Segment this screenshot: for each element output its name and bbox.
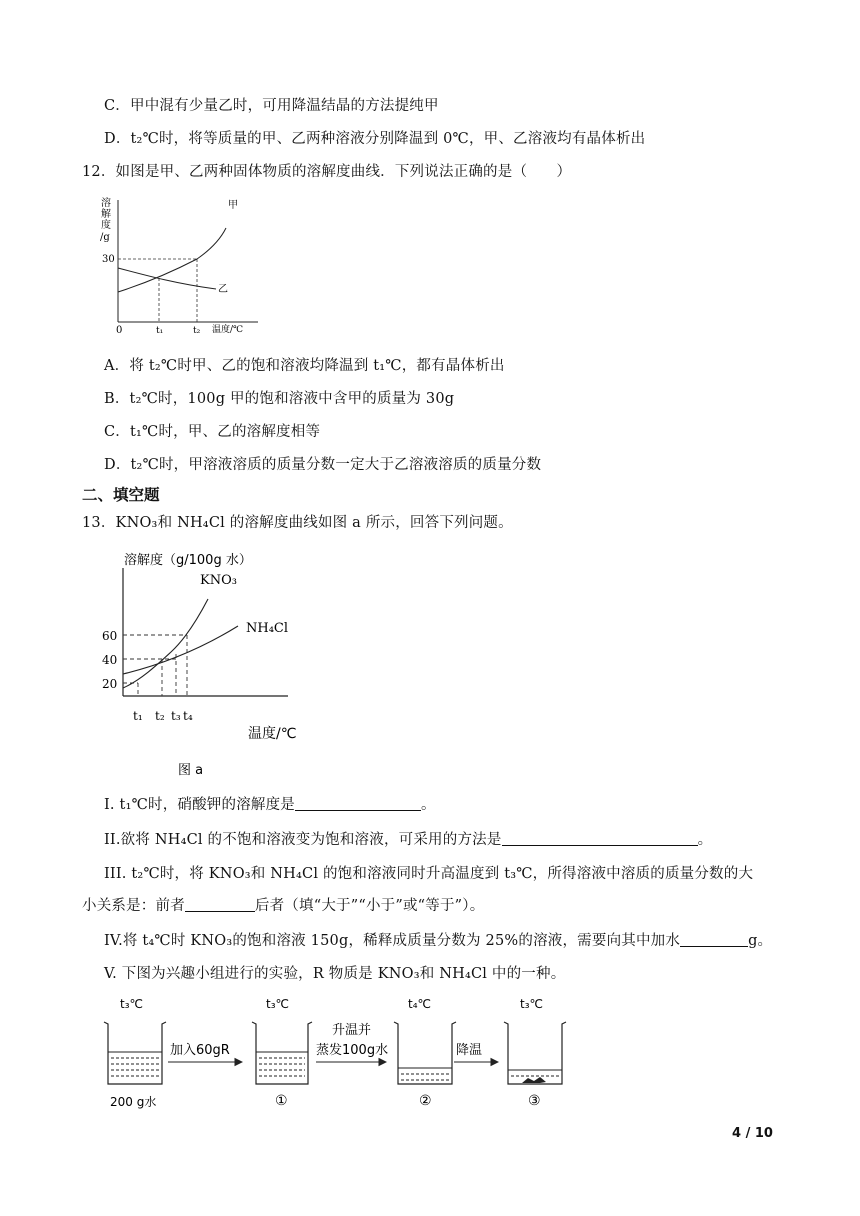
q13-curve-kno3 [123, 599, 208, 688]
q13-x-tick-t3: t₃ [171, 709, 181, 723]
q12-x-tick-t1: t₁ [156, 326, 164, 336]
q13-part-i: I. t₁℃时，硝酸钾的溶解度是 。 [104, 797, 436, 813]
q13-experiment-diagram [96, 992, 576, 1110]
q13-curve-nh4cl [123, 626, 238, 674]
q12-option-d: D．t₂℃时，甲溶液溶质的质量分数一定大于乙溶液溶质的质量分数 [104, 457, 542, 473]
q13-part-v: V. 下图为兴趣小组进行的实验，R 物质是 KNO₃和 NH₄Cl 中的一种。 [104, 966, 566, 982]
beaker-3-temp: t₃℃ [520, 997, 543, 1011]
answer-blank-iv[interactable] [680, 932, 748, 947]
q13-x-tick-t1: t₁ [133, 709, 143, 723]
q11-option-d: D．t₂℃时，将等质量的甲、乙两种溶液分别降温到 0℃，甲、乙溶液均有晶体析出 [104, 131, 646, 147]
q13-stem: 13．KNO₃和 NH₄Cl 的溶解度曲线如图 a 所示，回答下列问题。 [82, 515, 513, 531]
beaker-3-label: ③ [528, 1093, 541, 1109]
section-title-fill-blank: 二、填空题 [82, 486, 160, 504]
q13-ylabel: 溶解度（g/100g 水） [124, 553, 252, 568]
beaker-3 [504, 997, 566, 1109]
q13-label-nh4cl: NH₄Cl [246, 621, 289, 636]
q12-xlabel: 温度/℃ [212, 325, 244, 335]
beaker-2 [394, 997, 456, 1109]
q12-option-a: A．将 t₂℃时甲、乙的饱和溶液均降温到 t₁℃，都有晶体析出 [104, 358, 505, 374]
q12-stem: 12．如图是甲、乙两种固体物质的溶解度曲线．下列说法正确的是（ ） [82, 164, 572, 180]
q13-label-kno3: KNO₃ [200, 573, 237, 588]
q13-part-iii-line1: III. t₂℃时，将 KNO₃和 NH₄Cl 的饱和溶液同时升高温度到 t₃℃，所得溶液中溶质的质量分数的大 [104, 866, 754, 882]
q12-origin: 0 [116, 325, 123, 336]
q13-part-ii: II.欲将 NH₄Cl 的不饱和溶液变为饱和溶液，可采用的方法是 。 [104, 832, 713, 848]
q12-ylabel-4: /g [100, 232, 110, 243]
q12-solubility-figure [98, 192, 268, 340]
step3-label: 降温 [456, 1043, 483, 1058]
beaker-1-temp: t₃℃ [266, 997, 289, 1011]
q12-curve-yi [118, 268, 216, 289]
q12-y-tick: 30 [102, 254, 115, 265]
q13-y-tick-60: 60 [102, 629, 118, 643]
beaker-1 [252, 997, 312, 1109]
q12-ylabel-1: 溶 [101, 198, 111, 209]
step1-label: 加入60gR [170, 1043, 230, 1058]
q13-part-iv: IV.将 t₄℃时 KNO₃的饱和溶液 150g，稀释成质量分数为 25%的溶液，需要向其中加水 g。 [104, 933, 773, 949]
q12-curve-jia [118, 228, 226, 292]
beaker-initial [104, 997, 166, 1109]
q12-option-b: B．t₂℃时，100g 甲的饱和溶液中含甲的质量为 30g [104, 391, 455, 407]
page-number: 4 / 10 [732, 1126, 773, 1141]
q12-ylabel-2: 解 [101, 209, 111, 220]
q13-xlabel: 温度/℃ [248, 726, 297, 742]
q12-ylabel-3: 度 [101, 220, 111, 231]
step2-label-a: 升温并 [332, 1023, 372, 1038]
q13-x-tick-t2: t₂ [155, 709, 165, 723]
q13-y-tick-20: 20 [102, 677, 118, 691]
q13-y-tick-40: 40 [102, 653, 118, 667]
beaker-2-temp: t₄℃ [408, 997, 431, 1011]
answer-blank-i[interactable] [295, 796, 421, 811]
answer-blank-ii[interactable] [502, 831, 698, 846]
q13-solubility-figure [96, 544, 316, 784]
q12-label-jia: 甲 [228, 200, 238, 211]
q13-caption: 图 a [178, 763, 204, 778]
beaker-2-label: ② [419, 1093, 432, 1109]
q13-x-tick-t4: t₄ [183, 709, 193, 723]
beaker-initial-water: 200 g水 [110, 1095, 157, 1109]
step2-label-b: 蒸发100g水 [316, 1043, 389, 1058]
q12-option-c: C．t₁℃时，甲、乙的溶解度相等 [104, 424, 321, 440]
beaker-1-label: ① [275, 1093, 288, 1109]
answer-blank-iii[interactable] [185, 897, 255, 912]
q11-option-c: C．甲中混有少量乙时，可用降温结晶的方法提纯甲 [104, 98, 439, 114]
q12-x-tick-t2: t₂ [193, 326, 201, 336]
q13-part-iii-line2: 小关系是：前者 后者（填“大于”“小于”或“等于”）。 [82, 898, 485, 914]
beaker-initial-temp: t₃℃ [120, 997, 143, 1011]
beaker-3-crystals [522, 1077, 546, 1083]
q12-label-yi: 乙 [218, 284, 228, 295]
